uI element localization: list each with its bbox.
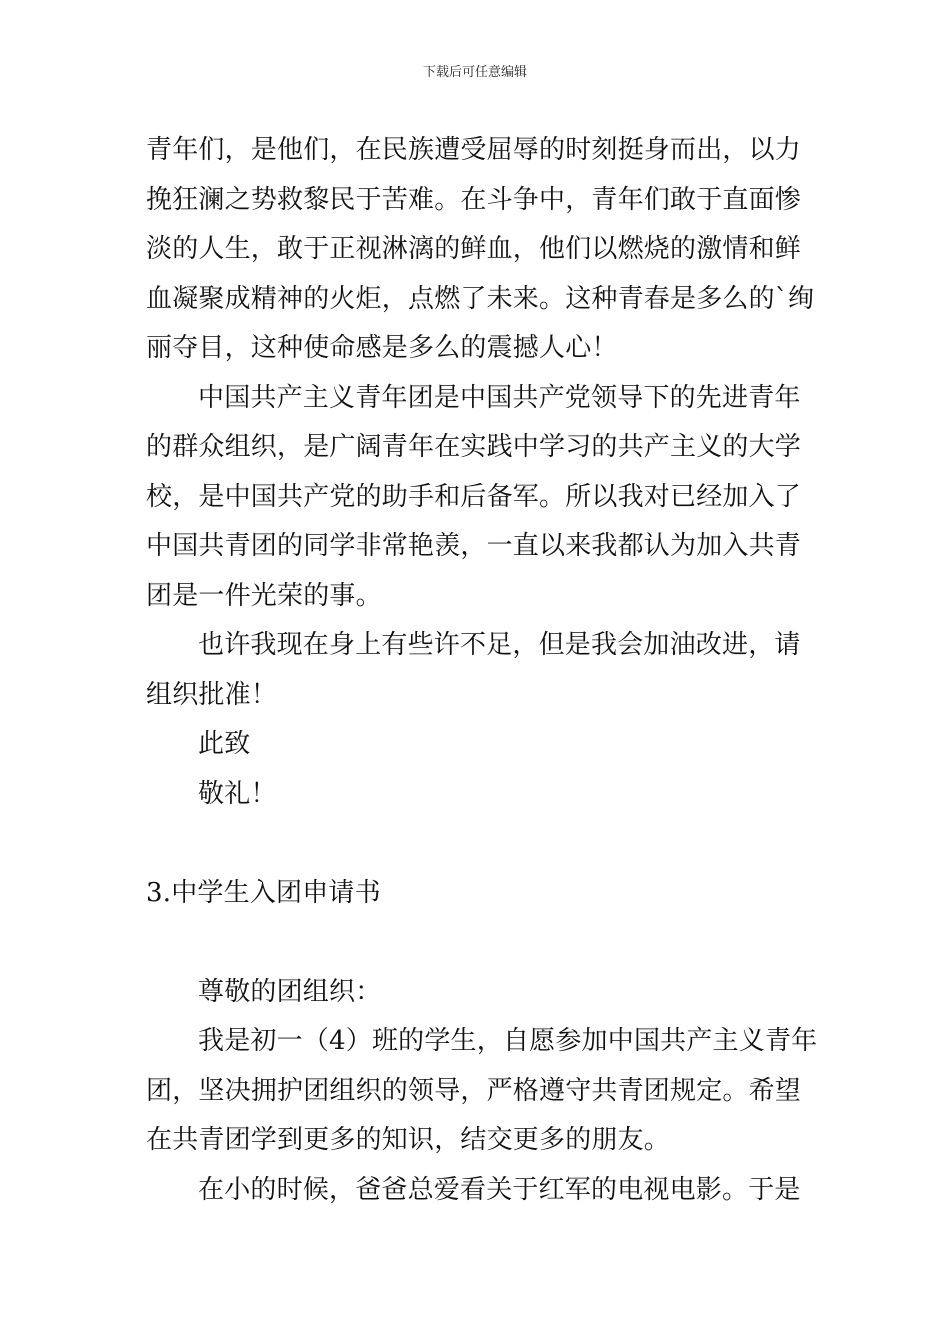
- body-line: 青年们，是他们，在民族遭受屈辱的时刻挺身而出，以力: [146, 135, 802, 165]
- blank-line: [146, 918, 806, 968]
- page-header: 下载后可任意编辑: [422, 65, 527, 80]
- body-line: 淡的人生，敢于正视淋漓的鲜血，他们以燃烧的激情和鲜: [146, 234, 802, 264]
- body-line: 校，是中国共产党的助手和后备军。所以我对已经加入了: [146, 481, 802, 512]
- paragraph-start-line: 中国共产主义青年团是中国共产党领导下的先进青年: [198, 382, 801, 413]
- closing-salutation: 此致: [198, 729, 251, 759]
- paragraph-start-line: 在小的时候，爸爸总爱看关于红军的电视电影。于是: [198, 1174, 801, 1205]
- paragraph-start-line: 我是初一（4）班的学生，自愿参加中国共产主义青年: [198, 1026, 818, 1056]
- body-line: 团，坚决拥护团组织的领导，严格遵守共青团规定。希望: [146, 1075, 802, 1106]
- closing-salutation: 敬礼！: [198, 778, 277, 809]
- blank-line: [146, 819, 806, 869]
- body-line: 丽夺目，这种使命感是多么的震撼人心！: [146, 333, 618, 363]
- body-line: 的群众组织，是广阔青年在实践中学习的共产主义的大学: [146, 432, 802, 462]
- letter-greeting: 尊敬的团组织：: [198, 976, 382, 1007]
- body-line: 挽狂澜之势救黎民于苦难。在斗争中，青年们敢于直面惨: [146, 184, 802, 215]
- body-line: 中国共青团的同学非常艳羡，一直以来我都认为加入共青: [146, 531, 802, 561]
- paragraph-start-line: 也许我现在身上有些许不足，但是我会加油改进，请: [198, 630, 801, 660]
- body-line: 组织批准！: [146, 679, 278, 710]
- body-line: 在共青团学到更多的知识，结交更多的朋友。: [146, 1125, 671, 1155]
- document-body: [146, 126, 818, 1215]
- body-line: 团是一件光荣的事。: [146, 580, 382, 611]
- body-line: 血凝聚成精神的火炬，点燃了未来。这种青春是多么的`绚: [146, 283, 815, 314]
- section-title: 3.中学生入团申请书: [146, 877, 381, 908]
